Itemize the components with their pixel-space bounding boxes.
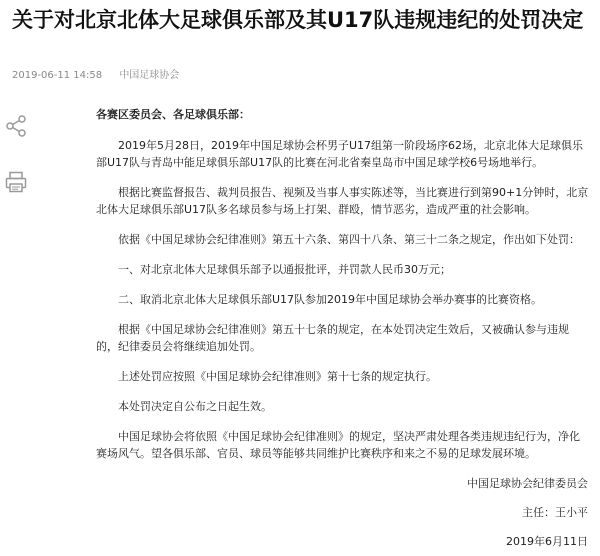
publish-date: 2019-06-11 14:58 <box>12 70 103 81</box>
paragraph-match-info: 2019年5月28日，2019年中国足球协会杯男子U17组第一阶段场序62场，北京北体大足球俱乐部U17队与青岛中能足球俱乐部U17队的比赛在河北省秦皇岛市中国足球学校6号场地举行。 <box>96 139 584 169</box>
paragraph-penalty-2: 二、取消北京北体大足球俱乐部U17队参加2019年中国足球协会举办赛事的比赛资格。 <box>118 293 543 306</box>
paragraph-basis: 依据《中国足球协会纪律准则》第五十六条、第四十八条、第三十二条之规定，作出如下处罚： <box>118 233 580 246</box>
paragraph-execution: 上述处罚应按照《中国足球协会纪律准则》第十七条的规定执行。 <box>118 370 437 383</box>
share-icon[interactable] <box>4 114 28 138</box>
paragraph-closing: 中国足球协会将依照《中国足球协会纪律准则》的规定，坚决严肃处理各类违规违纪行为，净化赛场风气。望各俱乐部、官员、球员等能够共同维护比赛秩序和来之不易的足球发展环境。 <box>96 430 580 460</box>
article-source[interactable]: 中国足球协会 <box>119 70 180 81</box>
salutation: 各赛区委员会、各足球俱乐部： <box>96 108 250 121</box>
article-meta <box>12 66 179 81</box>
paragraph-penalty-1: 一、对北京北体大足球俱乐部予以通报批评，并罚款人民币30万元； <box>118 263 451 276</box>
print-icon[interactable] <box>4 170 28 194</box>
paragraph-incident: 根据比赛监督报告、裁判员报告、视频及当事人事实陈述等，当比赛进行到第90+1分钟时，北京北体大足球俱乐部U17队多名球员参与场上打架、群殴，情节恶劣，造成严重的社会影响。 <box>96 186 589 216</box>
signature-organization: 中国足球协会纪律委员会 <box>467 477 588 490</box>
paragraph-additional: 根据《中国足球协会纪律准则》第五十七条的规定，在本处罚决定生效后，又被确认参与违规的，纪律委员会将继续追加处罚。 <box>96 323 569 353</box>
signature-date: 2019年6月11日 <box>506 535 588 548</box>
paragraph-effective: 本处罚决定自公布之日起生效。 <box>118 400 272 413</box>
signature-chairman: 主任：王小平 <box>522 506 588 519</box>
article-title: 关于对北京北体大足球俱乐部及其U17队违规违纪的处罚决定 <box>12 8 584 32</box>
article-body <box>96 106 590 550</box>
